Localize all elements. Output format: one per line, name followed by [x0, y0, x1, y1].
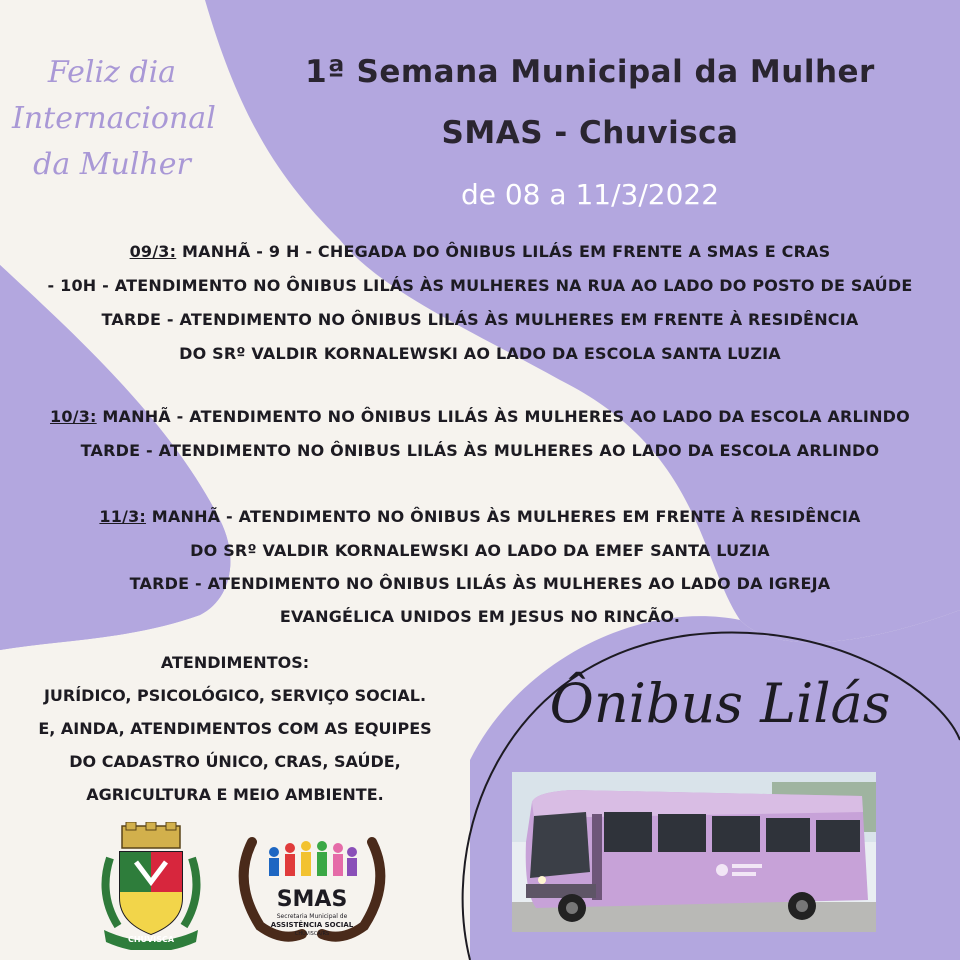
- services-line4: AGRICULTURA E MEIO AMBIENTE.: [86, 785, 384, 804]
- smas-sub1: Secretaria Municipal de: [276, 913, 348, 920]
- schedule-day2-line1: [0, 407, 960, 426]
- services-line2: E, AINDA, ATENDIMENTOS COM AS EQUIPES: [38, 719, 432, 738]
- greeting: [12, 50, 216, 188]
- crest-text: CHUVISCA: [127, 935, 175, 944]
- day1-label: 09/3:: [129, 242, 177, 261]
- schedule-day3-line1: [0, 507, 960, 526]
- day3-text1: MANHÃ - ATENDIMENTO NO ÔNIBUS ÀS MULHERES EM FRENTE À RESIDÊNCIA: [146, 507, 861, 526]
- greeting-line2: Internacional: [12, 101, 216, 136]
- schedule-day2-line2: TARDE - ATENDIMENTO NO ÔNIBUS LILÁS ÀS MULHERES AO LADO DA ESCOLA ARLINDO: [80, 441, 880, 460]
- chuvisca-crest-icon: [96, 822, 206, 950]
- schedule-day3-line4: EVANGÉLICA UNIDOS EM JESUS NO RINCÃO.: [279, 607, 681, 626]
- greeting-line3: da Mulher: [33, 147, 191, 182]
- date-range: de 08 a 11/3/2022: [460, 178, 720, 211]
- services-line1: JURÍDICO, PSICOLÓGICO, SERVIÇO SOCIAL.: [43, 686, 427, 705]
- page-title: 1ª Semana Municipal da Mulher: [305, 54, 875, 90]
- smas-sub3: CHUVISCA/RS: [294, 931, 330, 937]
- bus-title: Ônibus Lilás: [549, 672, 891, 735]
- schedule-day1-line2: - 10H - ATENDIMENTO NO ÔNIBUS LILÁS ÀS MULHERES NA RUA AO LADO DO POSTO DE SAÚDE: [47, 276, 913, 295]
- smas-logo-text: SMAS: [276, 887, 348, 912]
- smas-sub2: ASSISTÊNCIA SOCIAL: [270, 921, 354, 929]
- schedule-day1-line1: [0, 242, 960, 261]
- schedule-day3-line3: TARDE - ATENDIMENTO NO ÔNIBUS LILÁS ÀS MULHERES AO LADO DA IGREJA: [129, 574, 831, 593]
- schedule-day1-line3: TARDE - ATENDIMENTO NO ÔNIBUS LILÁS ÀS MULHERES EM FRENTE À RESIDÊNCIA: [101, 310, 859, 329]
- bus-photo-icon: [512, 772, 876, 932]
- day3-label: 11/3:: [99, 507, 147, 526]
- greeting-line1: Feliz dia: [47, 55, 177, 90]
- page-subtitle: SMAS - Chuvisca: [441, 115, 739, 151]
- day2-text1: MANHÃ - ATENDIMENTO NO ÔNIBUS LILÁS ÀS MULHERES AO LADO DA ESCOLA ARLINDO: [96, 407, 910, 426]
- smas-logo-icon: [232, 822, 392, 950]
- services-heading: ATENDIMENTOS:: [160, 653, 310, 672]
- services-line3: DO CADASTRO ÚNICO, CRAS, SAÚDE,: [69, 752, 401, 771]
- day1-text1: MANHÃ - 9 H - CHEGADA DO ÔNIBUS LILÁS EM FRENTE A SMAS E CRAS: [176, 242, 831, 261]
- schedule-day3-line2: DO SRº VALDIR KORNALEWSKI AO LADO DA EMEF SANTA LUZIA: [190, 541, 770, 560]
- schedule-day1-line4: DO SRº VALDIR KORNALEWSKI AO LADO DA ESCOLA SANTA LUZIA: [179, 344, 781, 363]
- day2-label: 10/3:: [50, 407, 97, 426]
